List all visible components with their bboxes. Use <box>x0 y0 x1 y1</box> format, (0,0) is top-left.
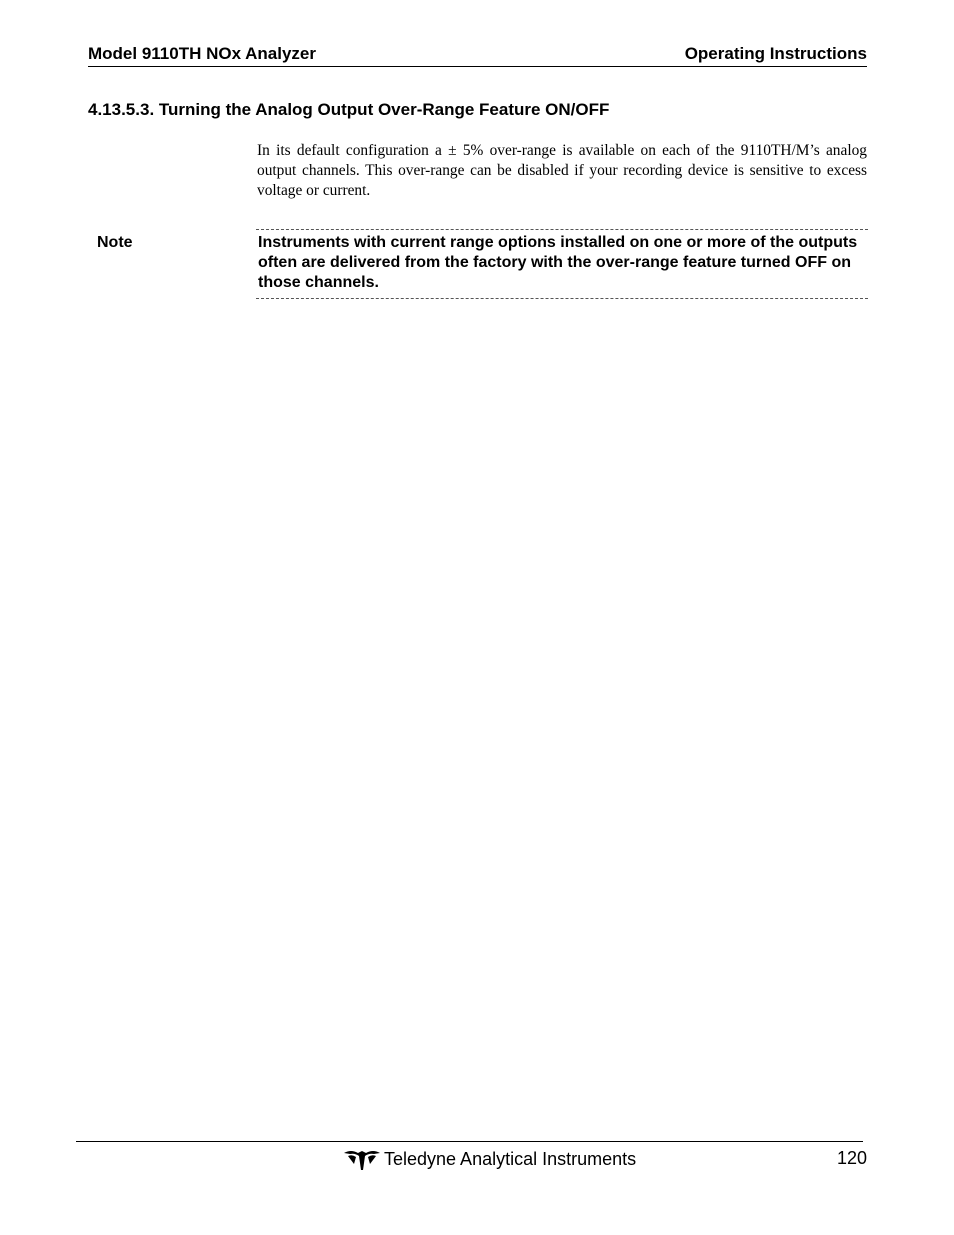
footer-divider <box>76 1141 863 1142</box>
footer-brand <box>344 1148 636 1170</box>
section-heading: 4.13.5.3. Turning the Analog Output Over-Range Feature ON/OFF <box>88 100 610 119</box>
page-header <box>88 44 867 67</box>
header-chapter-title: Operating Instructions <box>684 44 867 63</box>
body-paragraph: In its default configuration a ± 5% over-range is available on each of the 9110TH/M’s analog output channels. This over-range can be disabled if your recording device is sensitive to excess voltage or current. <box>257 142 867 199</box>
page-number: 120 <box>836 1148 867 1168</box>
footer-brand-text: Teledyne Analytical Instruments <box>384 1148 637 1169</box>
header-document-title: Model 9110TH NOx Analyzer <box>88 44 317 63</box>
note-label: Note <box>97 234 133 251</box>
note-text: Instruments with current range options installed on one or more of the outputs often are delivered from the factory with the over-range feature turned OFF on those channels. <box>258 234 858 291</box>
page-footer <box>76 1148 867 1172</box>
teledyne-logo-icon <box>344 1148 380 1170</box>
